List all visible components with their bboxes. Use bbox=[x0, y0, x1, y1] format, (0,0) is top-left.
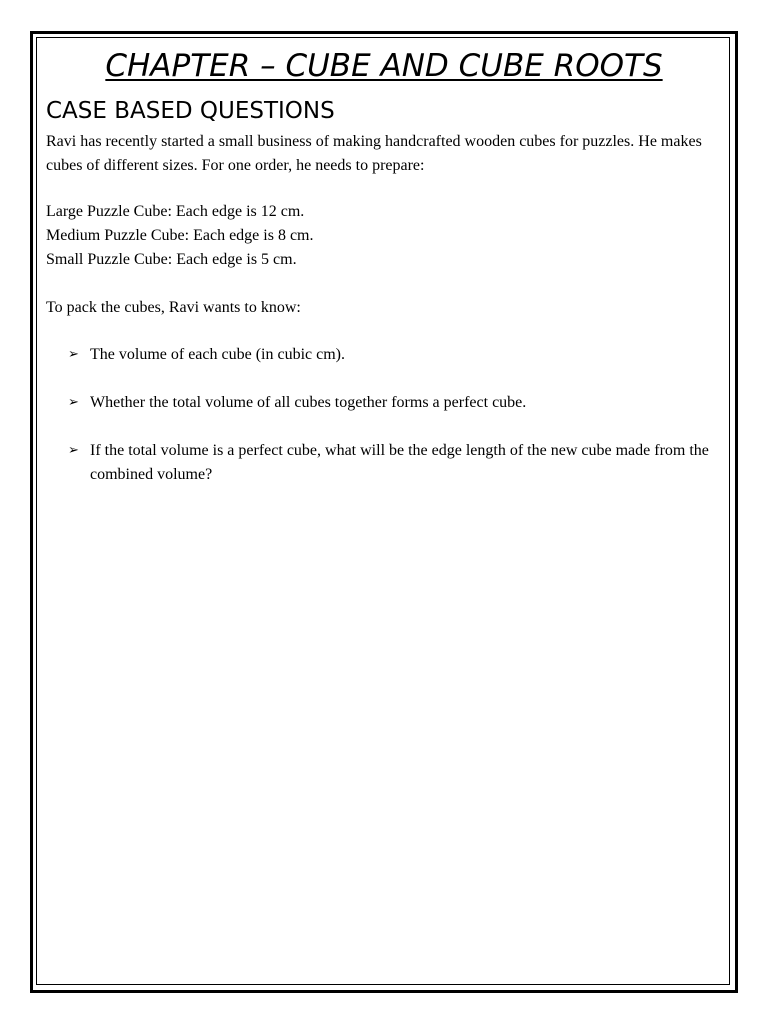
arrow-bullet-icon: ➢ bbox=[68, 443, 79, 458]
question-item bbox=[46, 439, 722, 487]
page-content bbox=[46, 44, 722, 511]
arrow-bullet-icon: ➢ bbox=[68, 347, 79, 362]
question-text: Whether the total volume of all cubes together forms a perfect cube. bbox=[90, 394, 527, 411]
question-list bbox=[46, 343, 722, 487]
intro-paragraph: Ravi has recently started a small business of making handcrafted wooden cubes for puzzles. He makes cubes of different sizes. For one order, he needs to prepare: bbox=[46, 133, 702, 174]
chapter-title: CHAPTER – CUBE AND CUBE ROOTS bbox=[105, 48, 663, 84]
question-item bbox=[46, 391, 722, 415]
question-item bbox=[46, 343, 722, 367]
size-small: Small Puzzle Cube: Each edge is 5 cm. bbox=[46, 251, 297, 268]
cube-sizes bbox=[46, 200, 722, 272]
pack-lead: To pack the cubes, Ravi wants to know: bbox=[46, 299, 301, 316]
question-text: The volume of each cube (in cubic cm). bbox=[90, 346, 345, 363]
size-large: Large Puzzle Cube: Each edge is 12 cm. bbox=[46, 203, 305, 220]
size-medium: Medium Puzzle Cube: Each edge is 8 cm. bbox=[46, 227, 314, 244]
question-text: If the total volume is a perfect cube, what will be the edge length of the new cube made from the combined volume? bbox=[90, 442, 709, 483]
section-heading: CASE BASED QUESTIONS bbox=[46, 98, 335, 124]
arrow-bullet-icon: ➢ bbox=[68, 395, 79, 410]
